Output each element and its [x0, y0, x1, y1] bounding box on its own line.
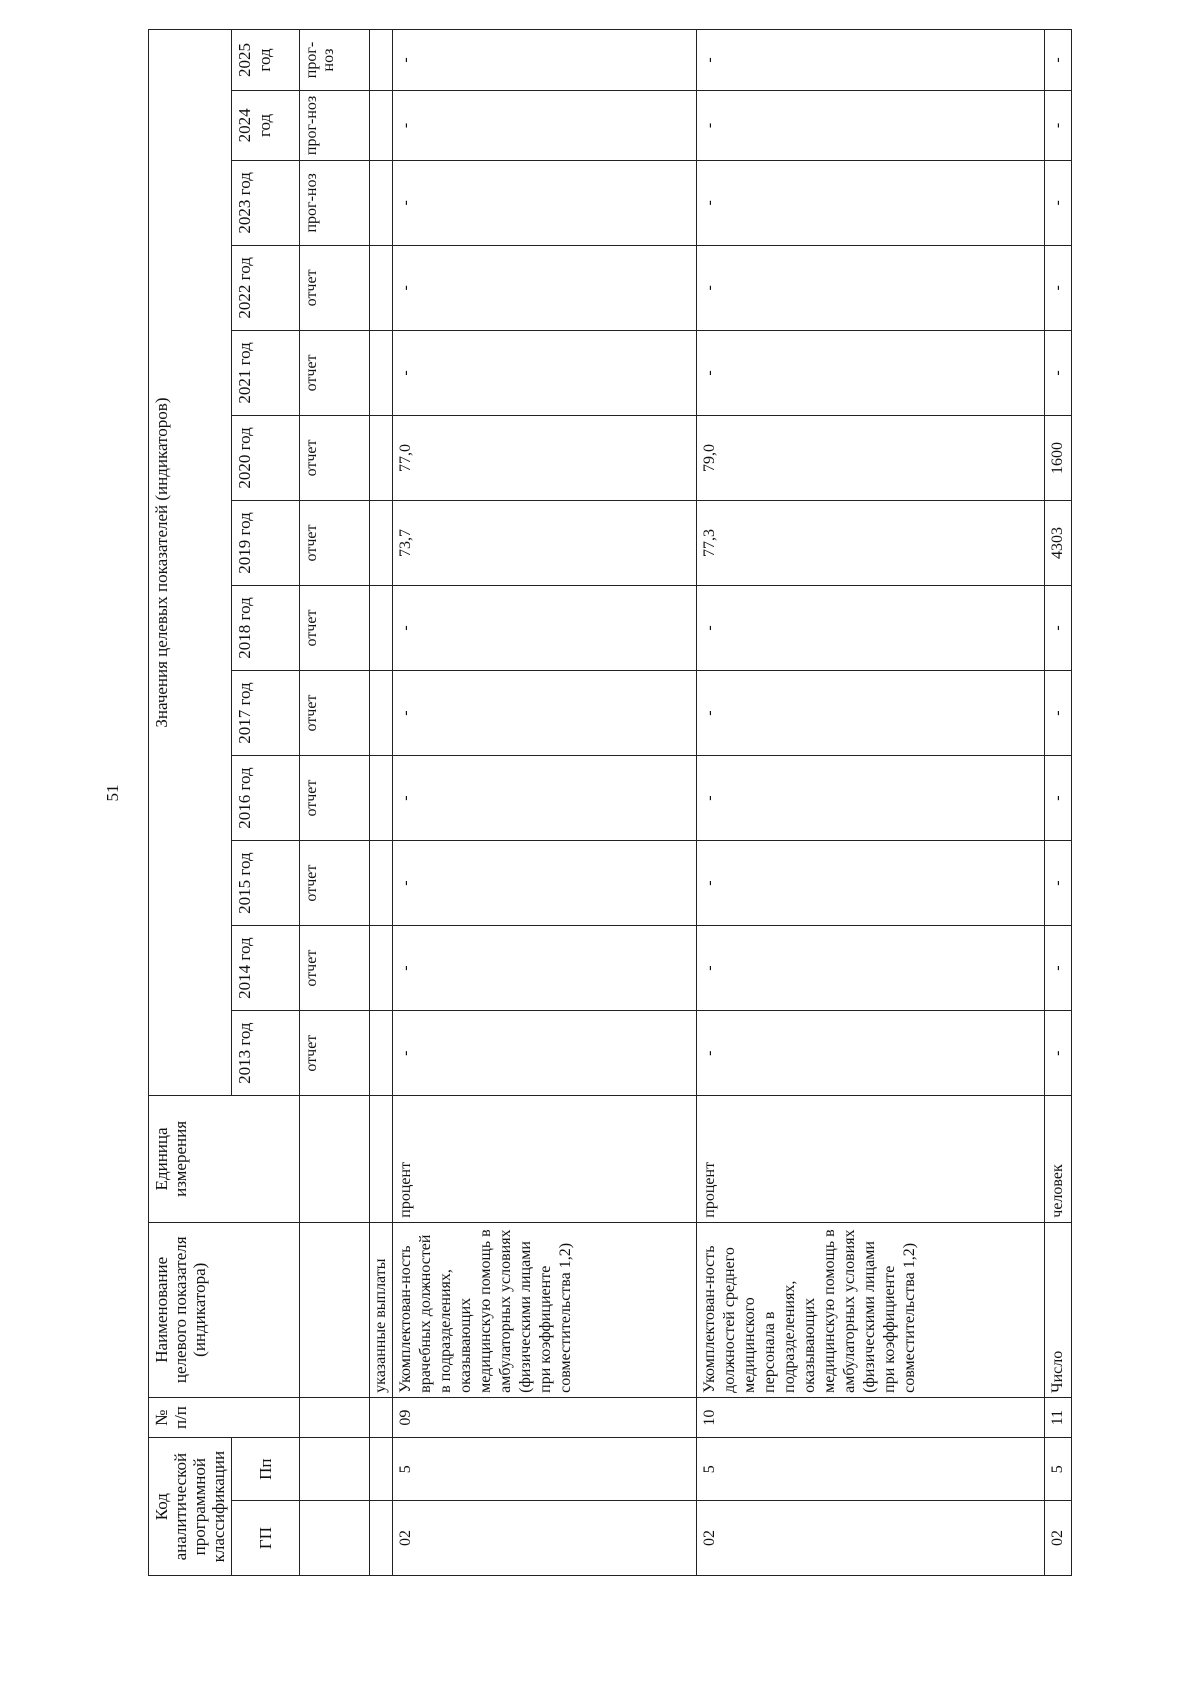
value-kind: отчет: [300, 330, 370, 415]
row-value: -: [1045, 30, 1072, 91]
row-value: -: [393, 841, 697, 926]
value-kind: отчет: [300, 841, 370, 926]
value-kind: отчет: [300, 1011, 370, 1096]
row-unit: процент: [697, 1096, 1045, 1223]
row-value: -: [1045, 841, 1072, 926]
year-header: 2025 год: [232, 30, 300, 91]
row-num: 09: [393, 1397, 697, 1437]
year-header: 2016 год: [232, 756, 300, 841]
row-pp: 5: [697, 1438, 1045, 1501]
blank-cell: [370, 415, 393, 500]
row-value: -: [393, 245, 697, 330]
value-kind: отчет: [300, 415, 370, 500]
value-kind: прог-ноз: [300, 160, 370, 245]
row-pp: 5: [1045, 1438, 1072, 1501]
header-values: Значения целевых показателей (индикаторов): [149, 30, 232, 1096]
year-header: 2017 год: [232, 671, 300, 756]
row-indicator-name: Число: [1045, 1222, 1072, 1397]
year-header: 2019 год: [232, 500, 300, 585]
blank-cell: [300, 1501, 370, 1576]
blank-cell: [370, 90, 393, 160]
page-number: 51: [103, 784, 122, 802]
blank-cell: [370, 756, 393, 841]
blank-cell: [300, 1397, 370, 1437]
row-value: -: [393, 585, 697, 670]
row-value: -: [697, 90, 1045, 160]
row-value: -: [697, 330, 1045, 415]
year-header: 2013 год: [232, 1011, 300, 1096]
section-text: указанные выплаты: [370, 1222, 393, 1397]
year-header: 2020 год: [232, 415, 300, 500]
blank-cell: [370, 330, 393, 415]
year-header: 2014 год: [232, 926, 300, 1011]
value-kind: отчет: [300, 756, 370, 841]
row-value: -: [393, 90, 697, 160]
table-row: [1045, 30, 1072, 1576]
row-value: -: [393, 926, 697, 1011]
blank-cell: [370, 30, 393, 91]
value-kind: отчет: [300, 500, 370, 585]
row-value: -: [393, 1011, 697, 1096]
row-value: -: [393, 330, 697, 415]
row-value: 1600: [1045, 415, 1072, 500]
row-value: 73,7: [393, 500, 697, 585]
row-value: -: [697, 160, 1045, 245]
row-gp: 02: [697, 1501, 1045, 1576]
value-kind: прог-ноз: [300, 30, 370, 91]
blank-cell: [370, 926, 393, 1011]
row-value: -: [1045, 585, 1072, 670]
blank-cell: [370, 1438, 393, 1501]
blank-cell: [370, 245, 393, 330]
row-value: -: [393, 671, 697, 756]
blank-cell: [300, 1096, 370, 1223]
row-value: 77,0: [393, 415, 697, 500]
blank-cell: [370, 1501, 393, 1576]
blank-cell: [370, 1096, 393, 1223]
value-kind: отчет: [300, 585, 370, 670]
row-unit: человек: [1045, 1096, 1072, 1223]
table-row: [697, 30, 1045, 1576]
row-value: -: [393, 160, 697, 245]
blank-cell: [370, 500, 393, 585]
blank-cell: [370, 1397, 393, 1437]
row-value: -: [1045, 1011, 1072, 1096]
blank-cell: [370, 160, 393, 245]
row-value: 4303: [1045, 500, 1072, 585]
row-value: -: [697, 1011, 1045, 1096]
year-header: 2021 год: [232, 330, 300, 415]
row-value: -: [1045, 90, 1072, 160]
row-value: -: [697, 756, 1045, 841]
year-header: 2015 год: [232, 841, 300, 926]
row-gp: 02: [1045, 1501, 1072, 1576]
header-unit: Единица измерения: [149, 1096, 300, 1223]
indicators-table: [148, 29, 1072, 1576]
row-value: -: [393, 756, 697, 841]
row-value: -: [697, 245, 1045, 330]
header-indicator-name: Наименование целевого показателя (индикатора): [149, 1222, 300, 1397]
value-kind: отчет: [300, 671, 370, 756]
row-value: -: [1045, 756, 1072, 841]
row-value: -: [697, 926, 1045, 1011]
blank-cell: [370, 841, 393, 926]
table-row: [393, 30, 697, 1576]
row-value: -: [1045, 245, 1072, 330]
row-indicator-name: Укомплектован-ность врачебных должностей в подразделениях, оказывающих медицинскую помощь в амбулаторных условиях (физическими лицами при коэффициенте совместительства 1,2): [393, 1222, 697, 1397]
row-num: 10: [697, 1397, 1045, 1437]
value-kind: отчет: [300, 926, 370, 1011]
row-value: 79,0: [697, 415, 1045, 500]
header-num: № п/п: [149, 1397, 300, 1437]
row-value: -: [697, 30, 1045, 91]
blank-cell: [300, 1438, 370, 1501]
row-value: -: [1045, 160, 1072, 245]
row-value: 77,3: [697, 500, 1045, 585]
header-pp: Пп: [232, 1438, 300, 1501]
row-pp: 5: [393, 1438, 697, 1501]
row-value: -: [1045, 671, 1072, 756]
blank-cell: [300, 1222, 370, 1397]
row-value: -: [697, 841, 1045, 926]
year-header: 2018 год: [232, 585, 300, 670]
header-code: Код аналитической программной классификации: [149, 1438, 232, 1576]
value-kind: прог-ноз: [300, 90, 370, 160]
year-header: 2023 год: [232, 160, 300, 245]
blank-cell: [370, 1011, 393, 1096]
header-gp: ГП: [232, 1501, 300, 1576]
row-value: -: [697, 585, 1045, 670]
row-value: -: [697, 671, 1045, 756]
year-header: 2024 год: [232, 90, 300, 160]
row-gp: 02: [393, 1501, 697, 1576]
row-unit: процент: [393, 1096, 697, 1223]
year-header: 2022 год: [232, 245, 300, 330]
row-value: -: [1045, 330, 1072, 415]
value-kind: отчет: [300, 245, 370, 330]
blank-cell: [370, 585, 393, 670]
row-value: -: [393, 30, 697, 91]
row-indicator-name: Укомплектован-ность должностей среднего медицинского персонала в подразделениях, оказывающих медицинскую помощь в амбулаторных условиях (физическими лицами при коэффициенте совместительства 1,2): [697, 1222, 1045, 1397]
blank-cell: [370, 671, 393, 756]
row-num: 11: [1045, 1397, 1072, 1437]
row-value: -: [1045, 926, 1072, 1011]
document-page: [148, 29, 1068, 1576]
